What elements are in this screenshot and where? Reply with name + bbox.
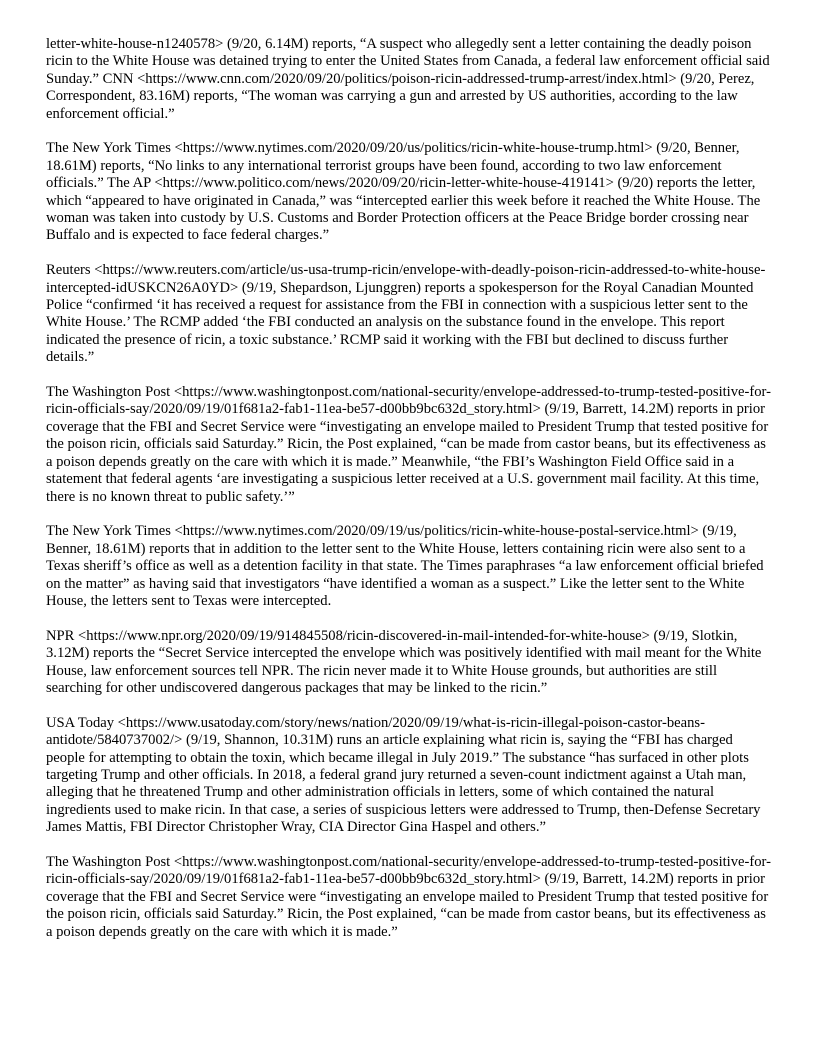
paragraph-usa-today-report: USA Today <https://www.usatoday.com/story/news/nation/2020/09/19/what-is-ricin-illegal-poison-castor-beans-antidote/5840737002/> (9/19, Shannon, 10.31M) runs an article explaining what ricin is, saying the “FBI has charged people for attempting to obtain the toxin, which became illegal in July 2019.” The substance “has surfaced in other plots targeting Trump and other officials. In 2018, a federal grand jury returned a seven-count indictment against a Utah man, alleging that he threatened Trump and other administration officials in letters, some of which contained the natural ingredients used to make ricin. In that case, a series of suspicious letters were addressed to Trump, then-Defense Secretary James Mattis, FBI Director Christopher Wray, CIA Director Gina Haspel and others.” — [46, 714, 761, 836]
paragraph-reuters-report: Reuters <https://www.reuters.com/article/us-usa-trump-ricin/envelope-with-deadly-poison-ricin-addressed-to-white-house-intercepted-idUSKCN26A0YD> (9/19, Shepardson, Ljunggren) reports a spokesperson for the Royal Canadian Mounted Police “confirmed ‘it has received a request for assistance from the FBI in connection with a suspicious letter sent to the White House.’ The RCMP added ‘the FBI conducted an analysis on the substance found in the envelope. This report indicated the presence of ricin, a toxic substance.’ RCMP said it working with the FBI but declined to discuss further details.” — [46, 262, 766, 366]
document-body — [46, 36, 774, 941]
paragraph-nyt-ap-report: The New York Times <https://www.nytimes.com/2020/09/20/us/politics/ricin-white-house-trump.html> (9/20, Benner, 18.61M) reports, “No links to any international terrorist groups have been found, according to two law enforcement officials.” The AP <https://www.politico.com/news/2020/09/20/ricin-letter-white-house-419141> (9/20) reports the letter, which “appeared to have originated in Canada,” was “intercepted earlier this week before it reached the White House. The woman was taken into custody by U.S. Customs and Border Protection officers at the Peace Bridge border crossing near Buffalo and is expected to face federal charges.” — [46, 140, 761, 244]
paragraph-washington-post-report: The Washington Post <https://www.washingtonpost.com/national-security/envelope-addressed-to-trump-tested-positive-for-ricin-officials-say/2020/09/19/01f681a2-fab1-11ea-be57-d00bb9bc632d_story.html> (9/19, Barrett, 14.2M) reports in prior coverage that the FBI and Secret Service were “investigating an envelope mailed to President Trump that tested positive for the poison ricin, officials said Saturday.” Ricin, the Post explained, “can be made from castor beans, but its effectiveness as a poison depends greatly on the care with which it is made.” Meanwhile, “the FBI’s Washington Field Office said in a statement that federal agents ‘are investigating a suspicious letter received at a U.S. government mail facility. At this time, there is no known threat to public safety.’” — [46, 384, 771, 505]
paragraph-cnn-nbc-report: letter-white-house-n1240578> (9/20, 6.14M) reports, “A suspect who allegedly sent a letter containing the deadly poison ricin to the White House was detained trying to enter the United States from Canada, a federal law enforcement official said Sunday.” CNN <https://www.cnn.com/2020/09/20/politics/poison-ricin-addressed-trump-arrest/index.html> (9/20, Perez, Correspondent, 83.16M) reports, “The woman was carrying a gun and arrested by US authorities, according to the law enforcement official.” — [46, 36, 770, 122]
paragraph-npr-report: NPR <https://www.npr.org/2020/09/19/914845508/ricin-discovered-in-mail-intended-for-white-house> (9/19, Slotkin, 3.12M) reports the “Secret Service intercepted the envelope which was positively identified with mail meant for the White House, law enforcement sources tell NPR. The ricin never made it to White House grounds, but authorities are still searching for other undiscovered dangerous packages that may be linked to the ricin.” — [46, 627, 762, 696]
paragraph-nyt-texas-report: The New York Times <https://www.nytimes.com/2020/09/19/us/politics/ricin-white-house-postal-service.html> (9/19, Benner, 18.61M) reports that in addition to the letter sent to the White House, letters containing ricin were also sent to a Texas sheriff’s office as well as a detention facility in that state. The Times paraphrases “a law enforcement official briefed on the matter” as having said that investigators “have identified a woman as a suspect.” Like the letter sent to the White House, the letters sent to Texas were intercepted. — [46, 523, 764, 609]
paragraph-washington-post-repeat: The Washington Post <https://www.washingtonpost.com/national-security/envelope-addressed-to-trump-tested-positive-for-ricin-officials-say/2020/09/19/01f681a2-fab1-11ea-be57-d00bb9bc632d_story.html> (9/19, Barrett, 14.2M) reports in prior coverage that the FBI and Secret Service were “investigating an envelope mailed to President Trump that tested positive for the poison ricin, officials said Saturday.” Ricin, the Post explained, “can be made from castor beans, but its effectiveness as a poison depends greatly on the care with which it is made.” — [46, 853, 771, 940]
